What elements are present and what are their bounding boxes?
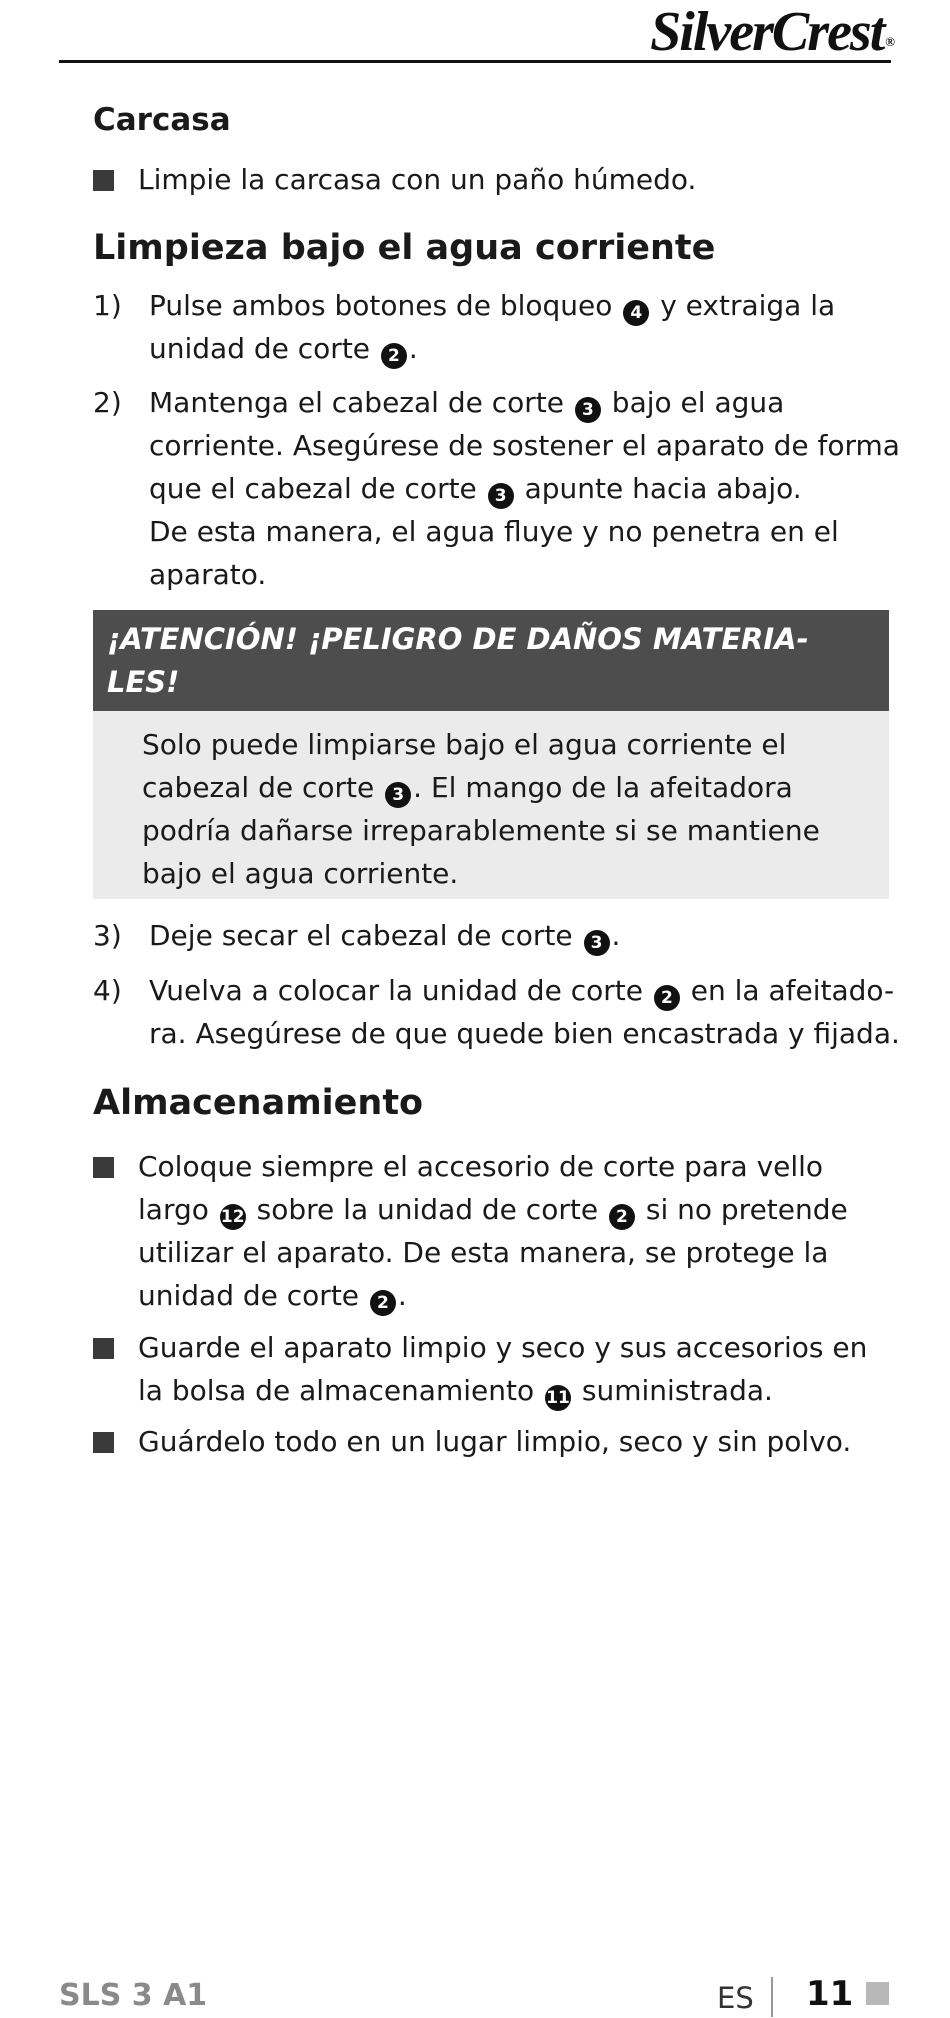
section-title-almacenamiento: Almacenamiento: [93, 1083, 424, 1123]
section-title-carcasa: Carcasa: [93, 102, 231, 138]
bullet-marker: [93, 1338, 114, 1359]
footer-square-icon: [866, 1982, 889, 2005]
storage-bullet-2: Guarde el aparato limpio y seco y sus accesorios en la bolsa de almacenamiento 11 suministrada.: [138, 1326, 867, 1412]
ref-number: 3: [575, 397, 601, 423]
step-number: 2): [93, 386, 122, 419]
ref-number: 11: [545, 1385, 571, 1411]
language-code: ES: [717, 1981, 754, 2015]
storage-bullet-3: Guárdelo todo en un lugar limpio, seco y sin polvo.: [138, 1425, 852, 1458]
ref-number: 2: [609, 1204, 635, 1230]
footer-separator: [771, 1977, 773, 2017]
step-number: 1): [93, 289, 122, 322]
ref-number: 2: [654, 985, 680, 1011]
header-rule: [59, 60, 891, 63]
page-number: 11: [806, 1974, 854, 2014]
model-number: SLS 3 A1: [59, 1978, 208, 2013]
ref-number: 2: [370, 1290, 396, 1316]
ref-number: 3: [584, 930, 610, 956]
step3-text: Deje secar el cabezal de corte 3 .: [149, 914, 620, 957]
section-title-limpieza: Limpieza bajo el agua corriente: [93, 228, 716, 268]
bullet-marker: [93, 1157, 114, 1178]
brand-logo: SilverCrest ®: [650, 1, 893, 63]
step-number: 3): [93, 919, 122, 952]
step4-text: Vuelva a colocar la unidad de corte 2 en la afeitado- ra. Asegúrese de que quede bien encastrada y fijada.: [149, 974, 900, 1050]
storage-bullet-1: Coloque siempre el accesorio de corte para vello largo 12 sobre la unidad de corte 2 si no pretende utilizar el aparato. De esta manera, se protege la unidad de corte 2 .: [138, 1145, 848, 1317]
step2-text: Mantenga el cabezal de corte 3 bajo el agua corriente. Asegúrese de sostener el aparato de forma que el cabezal de corte 3 apunte hacia abajo. De esta manera, el agua fluye y no penetra en el aparato.: [149, 386, 900, 591]
ref-number: 4: [623, 300, 649, 326]
carcasa-bullet-text: Limpie la carcasa con un paño húmedo.: [138, 163, 697, 196]
warning-title: ¡ATENCIÓN! ¡PELIGRO DE DAÑOS MATERIA- LES!: [93, 610, 889, 711]
step-number: 4): [93, 974, 122, 1007]
warning-text: Solo puede limpiarse bajo el agua corriente el cabezal de corte 3 . El mango de la afeitadora podría dañarse irreparablemente si se mantiene bajo el agua corriente.: [142, 728, 820, 890]
step1-text: Pulse ambos botones de bloqueo 4 y extraiga la unidad de corte 2 .: [149, 284, 835, 370]
ref-number: 3: [488, 483, 514, 509]
bullet-marker: [93, 1432, 114, 1453]
bullet-marker: [93, 170, 114, 191]
ref-number: 12: [220, 1204, 246, 1230]
warning-box: [93, 610, 889, 899]
ref-number: 3: [385, 782, 411, 808]
ref-number: 2: [381, 343, 407, 369]
